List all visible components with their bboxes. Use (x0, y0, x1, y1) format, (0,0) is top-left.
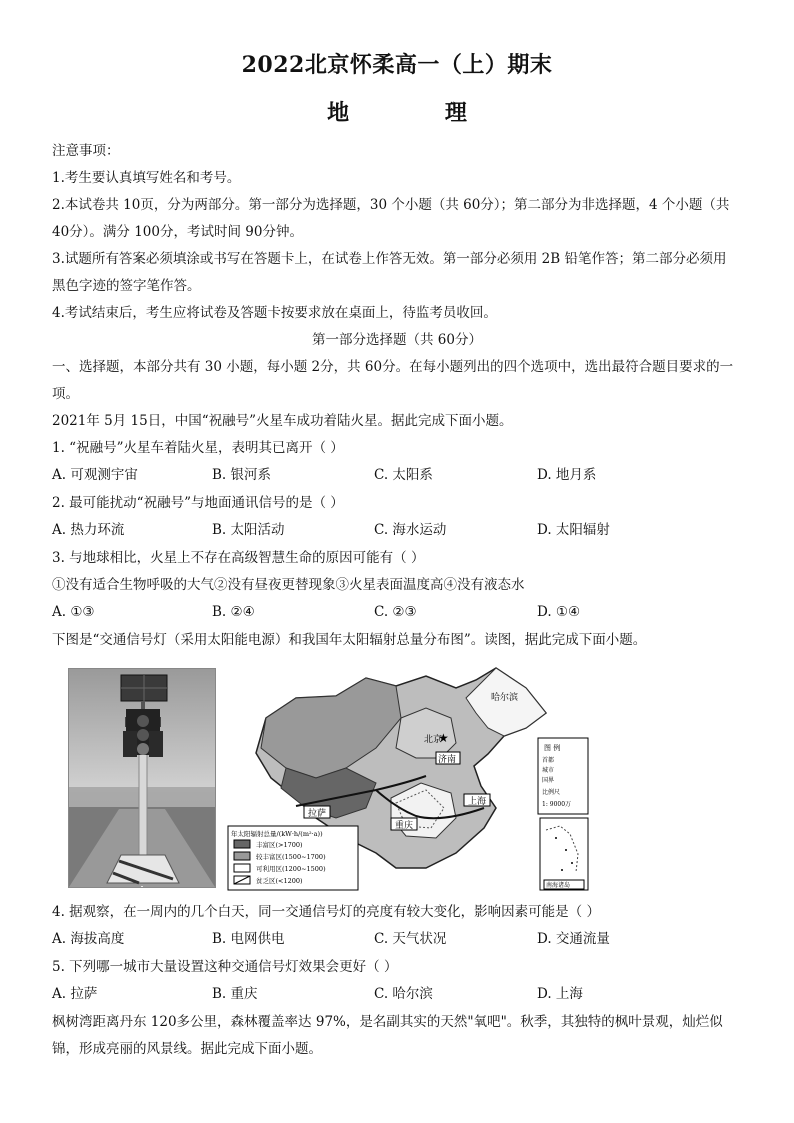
q1-option-c[interactable]: C. 太阳系 (374, 467, 433, 483)
inset-label: 南海诸岛 (546, 882, 571, 889)
q1-option-b[interactable]: B. 银河系 (212, 467, 272, 483)
q4-option-c[interactable]: C. 天气状况 (374, 931, 447, 947)
map-label-chongqing: 重庆 (395, 821, 414, 831)
notice-line: 黑色字迹的签字笔作答。 (52, 278, 201, 294)
legend-item: 丰富区(>1700) (256, 841, 303, 849)
legend-item: 贫乏区(<1200) (256, 877, 303, 885)
map-label-lhasa: 拉萨 (308, 809, 327, 819)
q3-statements: ①没有适合生物呼吸的大气②没有昼夜更替现象③火星表面温度高④没有液态水 (52, 577, 525, 593)
context-maple: 锦，形成亮丽的风景线。据此完成下面小题。 (52, 1041, 322, 1057)
context-solar: 下图是“交通信号灯（采用太阳能电源）和我国年太阳辐射总量分布图”。读图，据此完成下面小题。 (52, 632, 647, 648)
subject-title: 地 理 (327, 100, 511, 126)
context-mars: 2021年 5月 15日，中国“祝融号”火星车成功着陆火星。据此完成下面小题。 (52, 413, 513, 429)
q4-option-b[interactable]: B. 电网供电 (212, 931, 285, 947)
part1-intro: 一、选择题，本部分共有 30 小题，每小题 2分，共 60分。在每小题列出的四个选项中，选出最符合题目要求的一 (52, 359, 734, 375)
notice-line: 40分）。满分 100分，考试时间 90分钟。 (52, 224, 303, 240)
context-maple: 枫树湾距离丹东 120多公里，森林覆盖率达 97%，是名副其实的天然"氧吧"。秋季，其独特的枫叶景观，灿烂似 (52, 1014, 723, 1030)
key-item: 1: 9000万 (542, 801, 572, 808)
q5-option-c[interactable]: C. 哈尔滨 (374, 986, 433, 1002)
map-label-shanghai: 上海 (468, 797, 487, 807)
q4-option-a[interactable]: A. 海拔高度 (52, 931, 125, 947)
q5-stem: 5. 下列哪一城市大量设置这种交通信号灯效果会更好（ ） (52, 959, 398, 975)
legend-item: 较丰富区(1500~1700) (256, 853, 326, 861)
key-item: 城市 (542, 767, 555, 774)
q3-option-b[interactable]: B. ②④ (212, 604, 255, 620)
key-title: 图 例 (544, 744, 561, 752)
q2-option-c[interactable]: C. 海水运动 (374, 522, 447, 538)
q1-option-a[interactable]: A. 可观测宇宙 (52, 467, 138, 483)
notice-line: 3.试题所有答案必须填涂或书写在答题卡上，在试卷上作答无效。第一部分必须用 2B 铅笔作答；第二部分必须用 (52, 251, 727, 267)
key-item: 国界 (542, 777, 555, 784)
q3-option-c[interactable]: C. ②③ (374, 604, 417, 620)
q3-stem: 3. 与地球相比，火星上不存在高级智慧生命的原因可能有（ ） (52, 550, 425, 566)
q1-stem: 1. “祝融号”火星车着陆火星，表明其已离开（ ） (52, 440, 344, 456)
notice-heading: 注意事项： (52, 143, 120, 159)
capital-star-icon: ★ (438, 731, 449, 745)
q2-stem: 2. 最可能扰动“祝融号”与地面通讯信号的是（ ） (52, 495, 344, 511)
traffic-light-photo (68, 668, 216, 888)
notice-line: 2.本试卷共 10页，分为两部分。第一部分为选择题，30 个小题（共 60分）；第二部分为非选择题，4 个小题（共 (52, 197, 730, 213)
q5-option-b[interactable]: B. 重庆 (212, 986, 258, 1002)
legend-item: 可利用区(1200~1500) (256, 865, 326, 873)
key-item: 比例尺 (542, 789, 561, 796)
q2-option-b[interactable]: B. 太阳活动 (212, 522, 285, 538)
china-solar-radiation-map (226, 658, 590, 892)
q1-option-d[interactable]: D. 地月系 (537, 467, 597, 483)
q2-option-d[interactable]: D. 太阳辐射 (537, 522, 610, 538)
q5-option-a[interactable]: A. 拉萨 (52, 986, 98, 1002)
q3-option-d[interactable]: D. ①④ (537, 604, 581, 620)
q4-stem: 4. 据观察，在一周内的几个白天，同一交通信号灯的亮度有较大变化，影响因素可能是（ ） (52, 904, 600, 920)
key-item: 首都 (542, 757, 555, 764)
notice-line: 4.考试结束后，考生应将试卷及答题卡按要求放在桌面上，待监考员收回。 (52, 305, 497, 321)
q4-option-d[interactable]: D. 交通流量 (537, 931, 610, 947)
q5-option-d[interactable]: D. 上海 (537, 986, 583, 1002)
map-label-beijing: 北京 (424, 735, 443, 745)
map-label-harbin: 哈尔滨 (491, 693, 519, 703)
part1-intro: 项。 (52, 386, 79, 402)
map-label-jinan: 济南 (438, 755, 457, 765)
legend-title: 年太阳辐射总量/(kW·h/(m²·a)) (231, 830, 323, 838)
notice-line: 1.考生要认真填写姓名和考号。 (52, 170, 241, 186)
part1-heading: 第一部分选择题（共 60分） (312, 332, 482, 348)
exam-title: 2022北京怀柔高一（上）期末 (241, 52, 553, 78)
q2-option-a[interactable]: A. 热力环流 (52, 522, 125, 538)
q3-option-a[interactable]: A. ①③ (52, 604, 95, 620)
